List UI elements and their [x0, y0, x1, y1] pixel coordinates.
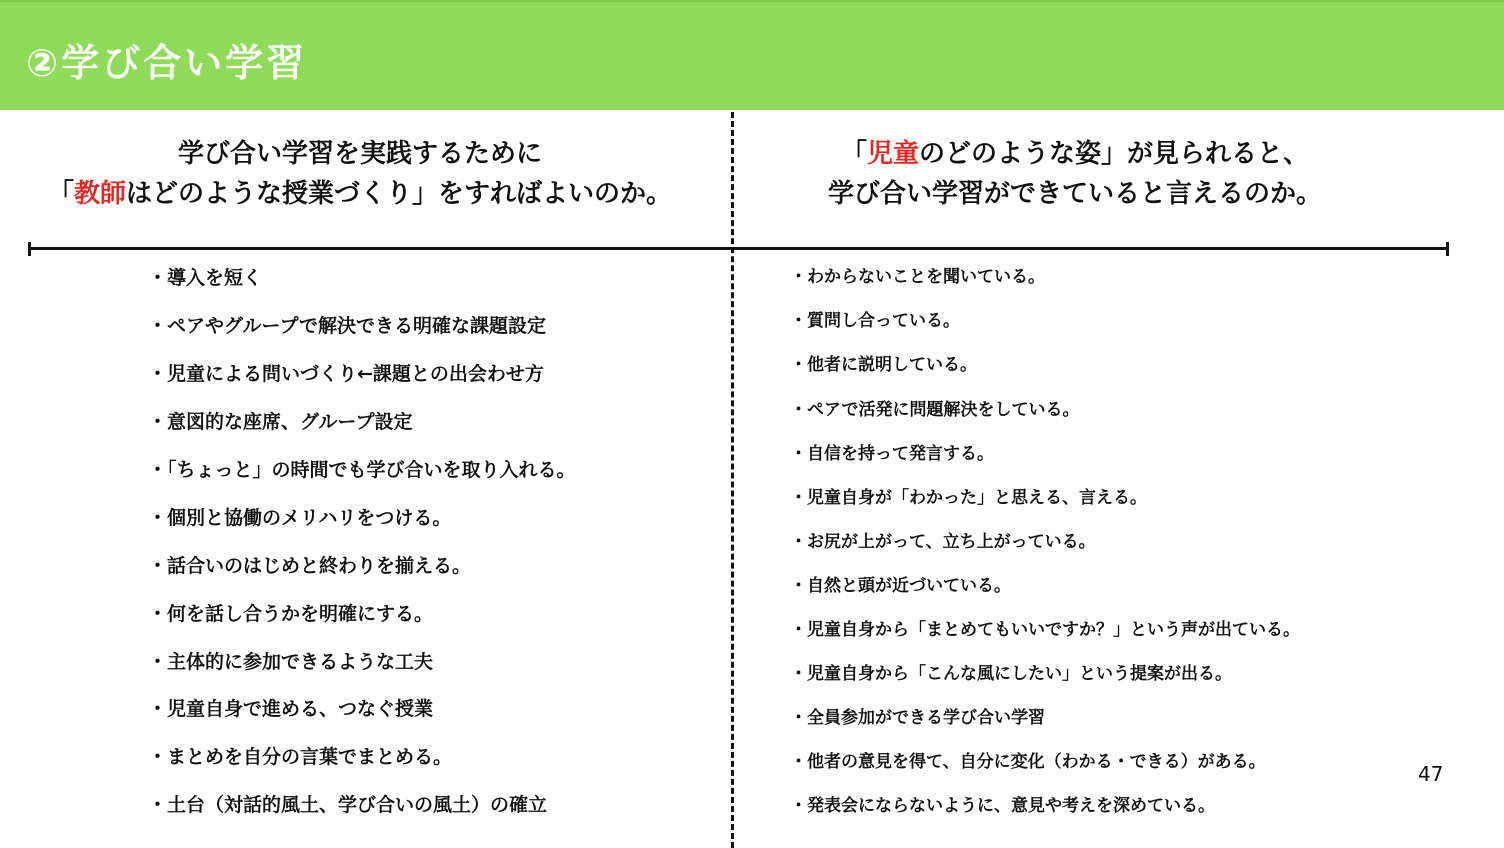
list-item: ・発表会にならないように、意見や考えを深めている。: [790, 796, 1215, 816]
list-item: ・導入を短く: [148, 267, 263, 289]
left-heading: [10, 134, 710, 214]
list-item: ・児童自身で進める、つなぐ授業: [148, 698, 434, 720]
slide-title: ②学び合い学習: [26, 41, 308, 85]
list-item: ・質問し合っている。: [790, 311, 960, 331]
list-item: ・児童自身から「まとめてもいいですか？」という声が出ている。: [790, 620, 1300, 640]
horizontal-rule: [28, 247, 1449, 250]
list-item: ・ペアで活発に問題解決をしている。: [790, 400, 1080, 420]
list-item: ・個別と協働のメリハリをつける。: [148, 507, 452, 529]
right-heading-bracket-open: 「: [840, 139, 867, 169]
list-item: ・話合いのはじめと終わりを揃える。: [148, 555, 472, 577]
list-item: ・児童による問いづくり←課題との出会わせ方: [148, 363, 544, 385]
right-heading-highlight: 児童: [866, 139, 919, 169]
list-item: ・ペアやグループで解決できる明確な課題設定: [148, 315, 547, 337]
left-heading-rest: はどのような授業づくり」をすればよいのか。: [126, 179, 673, 209]
list-item: ・全員参加ができる学び合い学習: [790, 708, 1045, 728]
list-item: ・児童自身から「こんな風にしたい」という提案が出る。: [790, 664, 1232, 684]
right-heading-line2: 学び合い学習ができていると言えるのか。: [827, 179, 1322, 209]
rule-left-cap: [28, 242, 31, 256]
list-item: ・お尻が上がって、立ち上がっている。: [790, 532, 1096, 552]
right-heading: [740, 134, 1410, 214]
list-item: ・わからないことを聞いている。: [790, 267, 1045, 287]
list-item: ・「ちょっと」の時間でも学び合いを取り入れる。: [148, 459, 576, 481]
slide-header: [0, 0, 1504, 110]
list-item: ・他者に説明している。: [790, 355, 977, 375]
page-number: 47: [1418, 762, 1444, 786]
left-heading-highlight: 教師: [73, 179, 126, 209]
list-item: ・まとめを自分の言葉でまとめる。: [148, 746, 453, 768]
list-item: ・自信を持って発言する。: [790, 444, 994, 464]
list-item: ・主体的に参加できるような工夫: [148, 651, 434, 673]
list-item: ・他者の意見を得て、自分に変化（わかる・できる）がある。: [790, 752, 1266, 772]
left-heading-line1: 学び合い学習を実践するために: [177, 139, 542, 169]
list-item: ・何を話し合うかを明確にする。: [148, 603, 434, 625]
list-item: ・土台（対話的風土、学び合いの風土）の確立: [148, 794, 548, 816]
right-heading-line1: [740, 134, 1410, 174]
list-item: ・自然と頭が近づいている。: [790, 576, 1011, 596]
list-item: ・児童自身が「わかった」と思える、言える。: [790, 488, 1147, 508]
center-dashed-divider: [731, 112, 734, 848]
rule-right-cap: [1446, 242, 1449, 256]
list-item: ・意図的な座席、グループ設定: [148, 411, 413, 433]
right-heading-rest: のどのような姿」が見られると、: [919, 139, 1310, 169]
left-heading-bracket-open: 「: [47, 179, 74, 209]
left-heading-line2: [10, 174, 710, 214]
